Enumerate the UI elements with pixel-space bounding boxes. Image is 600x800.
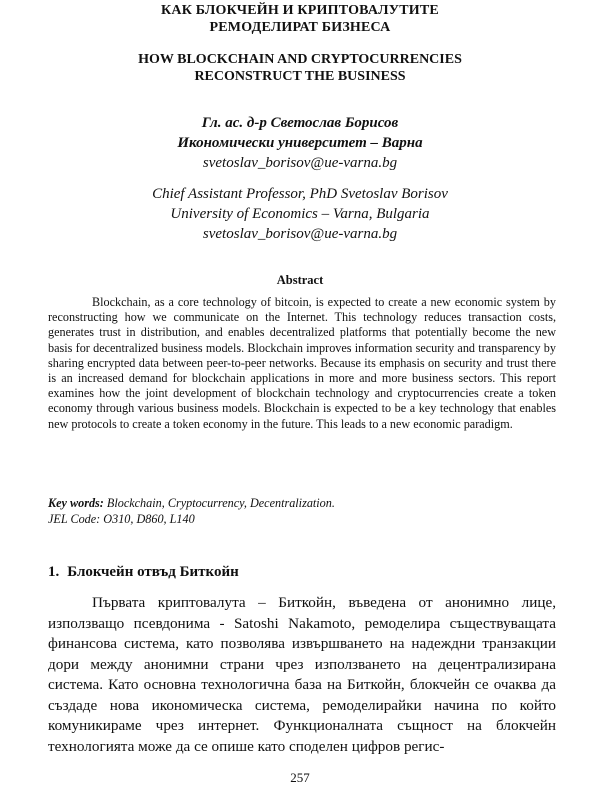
title-english xyxy=(0,51,600,85)
jel-code-value: O310, D860, L140 xyxy=(103,512,195,526)
body-paragraph: Първата криптовалута – Биткойн, въведена от анонимно лице, използващо псевдонима - Satoshi Nakamoto, ремоделира съществуващата финансова система, като позволява извършването на надеждни транзакции дори между анонимни страни чрез използването на децентрализирана система. Като основна технологична база на Биткойн, блокчейн се очаква да създаде нова икономическа система, ремоделирайки начина по който комуникираме чрез интернет. Функционалната същност на блокчейн технологията може да се опише като споделен цифров регис- xyxy=(48,594,556,755)
section-number: 1. xyxy=(48,564,60,580)
author-affiliation-bg: Икономически университет – Варна xyxy=(177,135,423,151)
jel-code-label: JEL Code: xyxy=(48,512,101,526)
abstract-heading: Abstract xyxy=(276,273,324,287)
page-number: 257 xyxy=(290,770,310,785)
keywords-label: Key words: xyxy=(48,496,104,510)
title-en-line-2: RECONSTRUCT THE BUSINESS xyxy=(194,69,406,84)
title-bg-line-2: РЕМОДЕЛИРАТ БИЗНЕСА xyxy=(209,20,391,35)
author-block-bulgarian xyxy=(0,113,600,173)
title-en-line-1: HOW BLOCKCHAIN AND CRYPTOCURRENCIES xyxy=(138,52,462,67)
author-block-english xyxy=(0,184,600,244)
title-bulgarian xyxy=(0,2,600,36)
abstract-text: Blockchain, as a core technology of bitcoin, is expected to create a new economic system by reconstructing how we communicate on the Internet. This technology reduces transaction costs, generates trust in distribution, and enables decentralized platforms that potentially become the new basis for decentralized business models. Blockchain improves information security and transparency by sharing encrypted data between peer-to-peer networks. Because its emphasis on security and trust there is an increased demand for blockchain applications in more and more business sectors. This report examines how the joint development of blockchain technology and cryptocurrencies create a token economy through various business models. Blockchain is expected to be a key technology that enables new protocols to create a token economy in the future. This leads to a new economic paradigm. xyxy=(48,295,556,431)
keywords-value: Blockchain, Cryptocurrency, Decentralization. xyxy=(106,496,335,510)
author-email-en: svetoslav_borisov@ue-varna.bg xyxy=(202,226,398,242)
keywords-line xyxy=(48,496,556,511)
author-name-bg: Гл. ас. д-р Светослав Борисов xyxy=(201,115,399,131)
title-bg-line-1: КАК БЛОКЧЕЙН И КРИПТОВАЛУТИТЕ xyxy=(161,3,439,18)
section-heading xyxy=(48,564,239,581)
section-title: Блокчейн отвъд Биткойн xyxy=(67,564,239,580)
author-affiliation-en: University of Economics – Varna, Bulgaria xyxy=(170,206,430,222)
author-name-en: Chief Assistant Professor, PhD Svetoslav Borisov xyxy=(152,186,448,202)
author-email-bg: svetoslav_borisov@ue-varna.bg xyxy=(202,155,398,171)
jel-code-line xyxy=(48,512,556,527)
